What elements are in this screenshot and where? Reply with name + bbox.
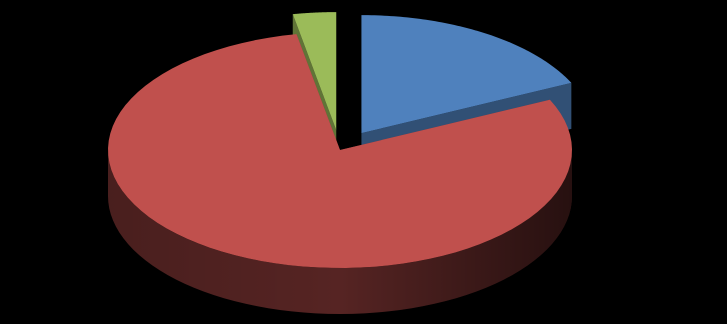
- pie-slices: [108, 12, 572, 314]
